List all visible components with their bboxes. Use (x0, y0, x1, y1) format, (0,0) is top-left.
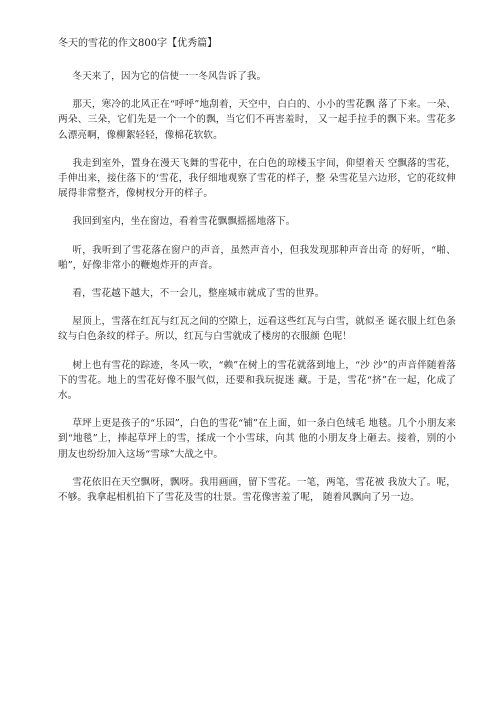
paragraph-3: 我走到室外，置身在漫天飞舞的雪花中，在白色的琼楼玉宇间，仰望着天 空飘落的雪花，手伸出来，接住落下的‘雪花，我仔细地观察了雪花的样子，整 朵雪花呈六边形，它的花纹伸展得非常整齐，像树杈分开的样子。 (58, 157, 456, 200)
paragraph-6: 看，雪花越下越大，不一会儿，整座城市就成了雪的世界。 (72, 288, 325, 300)
document-page (58, 37, 456, 518)
paragraph-9: 草坪上更是孩子的“乐园”，白色的雪花“铺”在上面，如一条白色绒毛 地毯。几个小朋友来到“地毯”上，捧起草坪上的雪，揉成一个小雪球，向其 他的小朋友身上砸去。接着，别的小朋友也纷纷加入这场“雪球”大战之中。 (58, 418, 456, 460)
paragraph-1: 冬天来了，因为它的信使一一冬风告诉了我。 (72, 71, 267, 82)
paragraph-5: 听，我听到了雪花落在窗户的声音，虽然声音小，但我发现那种声音出奇 的好听，“啪、啪”，好像非常小的鞭炮炸开的声音。 (58, 244, 456, 271)
paragraph-10: 雪花依旧在天空飘呀，飘呀。我用画画，留下雪花。一笔，两笔，雪花被 我放大了。呢，不够。我拿起相机拍下了雪花及雪的壮景。雪花像害羞了呢， 随着风飘向了另一边。 (58, 476, 456, 504)
paragraph-7: 屋顶上，雪落在红瓦与红瓦之间的空隙上，远看这些红瓦与白雪，就似圣 诞衣服上红色条纹与白色条纹的样子。所以，红瓦与白雪就成了楼房的衣服颜 色呢！ (58, 316, 456, 343)
document-title: 冬天的雪花的作文800字【优秀篇】 (58, 38, 218, 49)
paragraph-8: 树上也有雪花的踪迹，冬风一吹，“赖”在树上的雪花就落到地上，“沙 沙”的声音伴随着落下的雪花。地上的雪花好像不服气似，还要和我玩捉迷 藏。于是，雪花“挤”在一起，化成了水。 (58, 359, 456, 402)
paragraph-4: 我回到室内，坐在窗边，看着雪花飘飘摇摇地落下。 (72, 216, 296, 228)
paragraph-2: 那天，寒冷的北风正在“呼呼”地刮着，天空中，白白的、小小的雪花飘 落了下来。一朵、两朵、三朵，它们先是一个一个的飘，当它们不再害羞时， 又一起手拉手的飘下来。雪花多么漂亮啊，像柳絮轻轻，像棉花软软。 (58, 99, 456, 141)
